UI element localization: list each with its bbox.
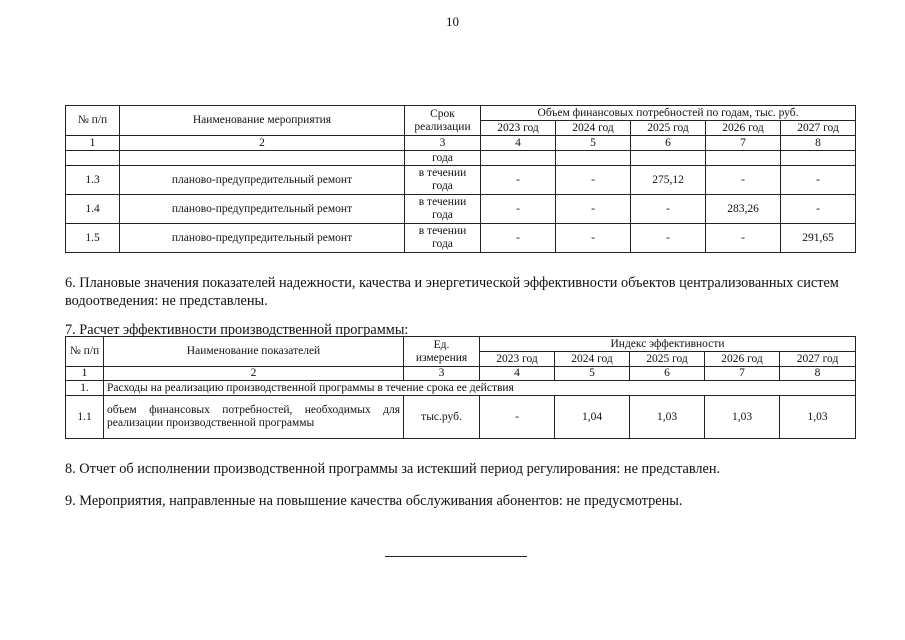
row-value: - [631, 224, 706, 253]
row-num: 1.5 [66, 224, 120, 253]
paragraph-9: 9. Мероприятия, направленные на повышение качества обслуживания абонентов: не предусмотрены. [65, 493, 683, 509]
row-value: - [781, 166, 856, 195]
section-num: 1. [66, 381, 104, 396]
column-number: 1 [66, 367, 104, 381]
section-row [66, 381, 856, 396]
row-value: - [556, 166, 631, 195]
header-year: 2023 год [480, 352, 555, 367]
header-year: 2024 год [555, 352, 630, 367]
row-value: 1,03 [780, 396, 856, 439]
row-value: 283,26 [706, 195, 781, 224]
table-row [66, 195, 856, 224]
row-unit: тыс.руб. [404, 396, 480, 439]
row-value: - [706, 224, 781, 253]
row-value: - [556, 195, 631, 224]
column-number: 8 [781, 136, 856, 151]
header-year: 2024 год [556, 121, 631, 136]
column-number: 7 [706, 136, 781, 151]
paragraph-6: 6. Плановые значения показателей надежности, качества и энергетической эффективности объектов централизованных систем водоотведения: не представлены. [65, 275, 839, 309]
header-year: 2027 год [780, 352, 856, 367]
row-term: года [405, 151, 481, 166]
header-year: 2026 год [705, 352, 780, 367]
row-value: - [481, 166, 556, 195]
row-value: - [631, 195, 706, 224]
table-row [66, 151, 856, 166]
row-value: - [481, 224, 556, 253]
row-term: в течении года [405, 224, 481, 253]
header-index: Индекс эффективности [480, 337, 856, 352]
header-unit: Ед. измерения [404, 337, 480, 367]
table-row [66, 166, 856, 195]
row-value: 1,04 [555, 396, 630, 439]
header-num: № п/п [66, 337, 104, 367]
column-number: 2 [120, 136, 405, 151]
header-term: Срок реализации [405, 106, 481, 136]
column-number: 5 [556, 136, 631, 151]
row-num [66, 151, 120, 166]
section-title: Расходы на реализацию производственной программы в течение срока ее действия [104, 381, 856, 396]
row-value: 1,03 [630, 396, 705, 439]
header-finance: Объем финансовых потребностей по годам, тыс. руб. [481, 106, 856, 121]
row-name: планово-предупредительный ремонт [120, 224, 405, 253]
row-term: в течении года [405, 195, 481, 224]
page-number: 10 [446, 14, 459, 29]
row-term: в течении года [405, 166, 481, 195]
header-year: 2026 год [706, 121, 781, 136]
paragraph-8: 8. Отчет об исполнении производственной программы за истекший период регулирования: не представлен. [65, 461, 721, 477]
row-name [120, 151, 405, 166]
column-number: 6 [631, 136, 706, 151]
header-name: Наименование мероприятия [120, 106, 405, 136]
row-value: - [556, 224, 631, 253]
header-num: № п/п [66, 106, 120, 136]
row-num: 1.3 [66, 166, 120, 195]
header-year: 2027 год [781, 121, 856, 136]
row-value: - [481, 195, 556, 224]
table-row [66, 224, 856, 253]
column-number: 2 [104, 367, 404, 381]
row-value: 275,12 [631, 166, 706, 195]
column-number: 5 [555, 367, 630, 381]
header-year: 2025 год [630, 352, 705, 367]
paragraph-7: 7. Расчет эффективности производственной программы: [65, 322, 409, 338]
column-number: 1 [66, 136, 120, 151]
column-number: 4 [480, 367, 555, 381]
row-value: - [480, 396, 555, 439]
row-num: 1.4 [66, 195, 120, 224]
efficiency-index-table [65, 336, 856, 439]
column-number: 7 [705, 367, 780, 381]
row-num: 1.1 [66, 396, 104, 439]
row-name: планово-предупредительный ремонт [120, 195, 405, 224]
column-number: 8 [780, 367, 856, 381]
row-value: - [706, 166, 781, 195]
table-row [66, 396, 856, 439]
row-value: 1,03 [705, 396, 780, 439]
footer-divider [385, 556, 527, 557]
column-number: 4 [481, 136, 556, 151]
row-name: планово-предупредительный ремонт [120, 166, 405, 195]
column-number: 6 [630, 367, 705, 381]
column-number: 3 [405, 136, 481, 151]
row-name: объем финансовых потребностей, необходимых для реализации производственной программы [104, 396, 404, 439]
header-name: Наименование показателей [104, 337, 404, 367]
row-value: - [781, 195, 856, 224]
column-number: 3 [404, 367, 480, 381]
header-year: 2023 год [481, 121, 556, 136]
row-value: 291,65 [781, 224, 856, 253]
finance-needs-table [65, 105, 856, 253]
header-year: 2025 год [631, 121, 706, 136]
